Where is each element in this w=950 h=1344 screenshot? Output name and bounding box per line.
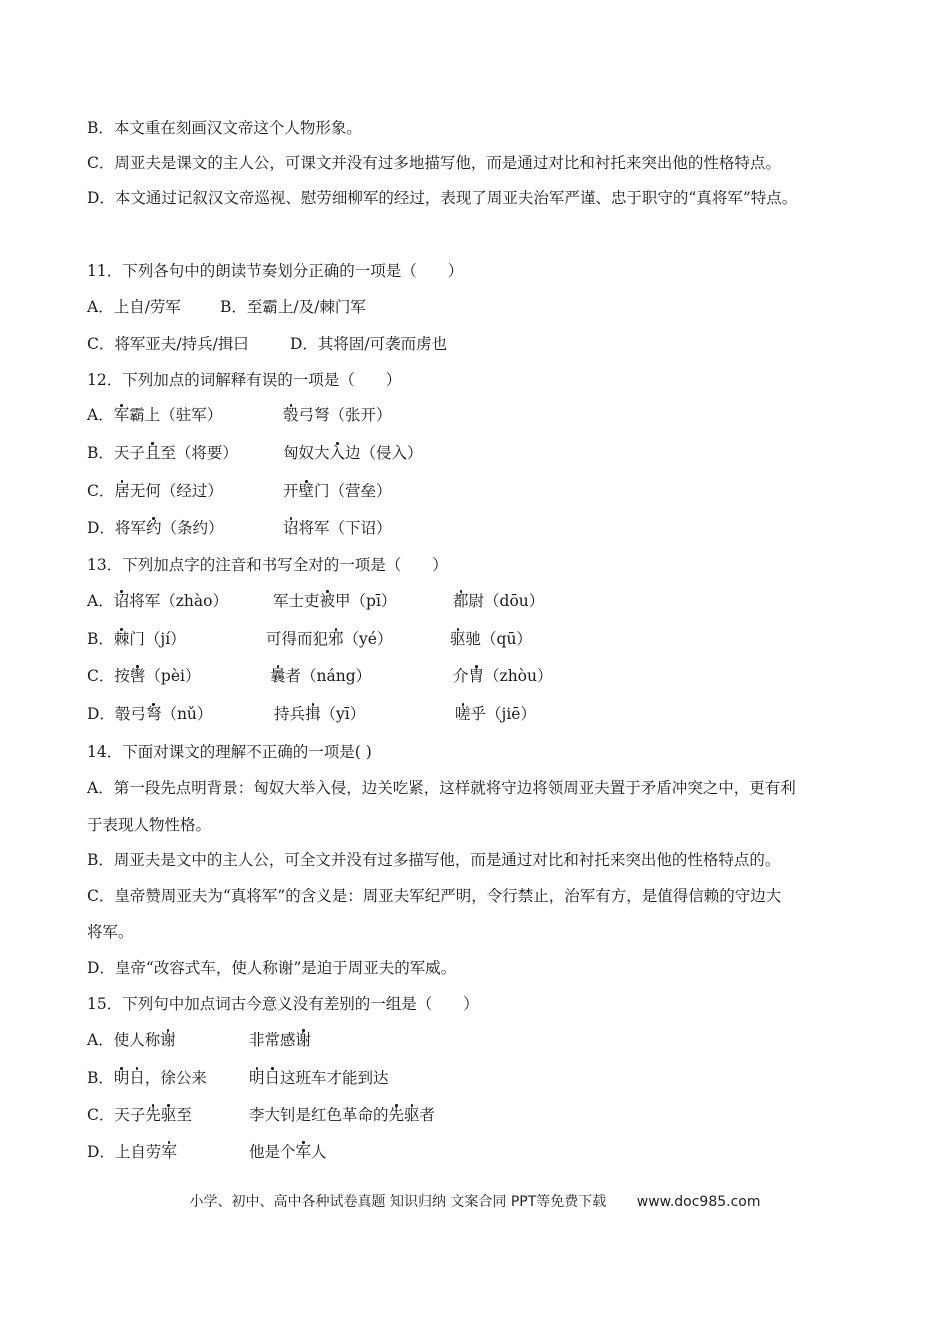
emphasized-char: 军 — [113, 406, 130, 424]
line-segment — [87, 956, 456, 980]
line-segment — [290, 332, 447, 356]
emphasized-char: 日 — [264, 1069, 281, 1087]
text-run: 持兵 — [274, 705, 306, 723]
line-segment — [87, 403, 222, 427]
text-run: （条约） — [161, 519, 224, 537]
text-run: C．周亚夫是课文的主人公，可课文并没有过多地描写他，而是通过对比和衬托来突出他的性格特点。 — [87, 154, 781, 172]
text-run: B． — [87, 630, 114, 648]
line-segment — [87, 553, 448, 577]
line-segment — [249, 1103, 435, 1127]
emphasized-char: 军 — [295, 1143, 312, 1161]
text-run: 可得而犯 — [266, 630, 329, 648]
line-segment — [249, 1140, 327, 1164]
line-segment — [274, 702, 365, 726]
line-segment — [87, 1140, 177, 1164]
emphasized-char: 邪 — [328, 630, 344, 648]
text-run: 他是个 — [249, 1143, 296, 1161]
line-segment — [87, 259, 463, 283]
text-run: B．至霸上/及/棘门军 — [220, 298, 366, 316]
text-run: 12．下列加点的词解释有误的一项是（ ） — [87, 371, 402, 389]
text-run: 门（营垒） — [314, 482, 392, 500]
emphasized-char: 且 — [144, 444, 161, 462]
line-segment — [266, 627, 392, 651]
line-segment — [87, 702, 212, 726]
text-run: 边（侵入） — [345, 444, 423, 462]
emphasized-char: 谢 — [295, 1031, 312, 1049]
text-run: A．上自/劳军 — [87, 298, 181, 316]
text-run: B． — [87, 1069, 114, 1087]
text-run: D．彀弓 — [87, 705, 146, 723]
emphasized-char: 被 — [319, 592, 336, 610]
text-run: A．第一段先点明背景：匈奴大举入侵，边关吃紧，这样就将守边将领周亚夫置于矛盾冲突之中，更有利 — [87, 779, 796, 797]
emphasized-char: 曩 — [270, 667, 286, 685]
emphasized-char: 彀 — [283, 406, 299, 424]
text-run: 11．下列各句中的朗读节奏划分正确的一项是（ ） — [87, 262, 464, 280]
emphasized-char: 驱 — [160, 1106, 177, 1124]
line-segment — [87, 116, 362, 140]
line-segment — [87, 589, 228, 613]
text-run: 人 — [311, 1143, 327, 1161]
emphasized-char: 先 — [145, 1106, 161, 1124]
emphasized-char: 明 — [113, 1069, 130, 1087]
line-segment — [249, 1028, 311, 1052]
text-run: A． — [87, 592, 114, 610]
text-run: 弓弩（张开） — [298, 406, 392, 424]
line-segment — [87, 740, 372, 764]
footer-text: 小学、初中、高中各种试卷真题 知识归纳 文案合同 PPT等免费下载 — [189, 1194, 607, 1210]
text-run: A．使人称 — [87, 1031, 161, 1049]
line-segment — [87, 813, 211, 837]
text-run: （yī） — [320, 705, 366, 723]
emphasized-char: 都 — [453, 592, 469, 610]
emphasized-char: 棘 — [113, 630, 130, 648]
line-segment — [87, 332, 249, 356]
text-run: 介 — [453, 667, 469, 685]
text-run: （pèi） — [145, 667, 201, 685]
line-segment — [270, 664, 371, 688]
line-segment — [87, 516, 223, 540]
line-segment — [87, 368, 401, 392]
line-segment — [87, 479, 223, 503]
text-run: B．天子 — [87, 444, 145, 462]
text-run: 甲（pī） — [335, 592, 397, 610]
text-run: 14．下面对课文的理解不正确的一项是( ) — [87, 743, 372, 761]
text-run: A． — [87, 406, 114, 424]
emphasized-char: 胄 — [468, 667, 485, 685]
line-segment — [87, 920, 134, 944]
text-run: 无何（经过） — [129, 482, 223, 500]
text-run: 13．下列加点字的注音和书写全对的一项是（ ） — [87, 556, 448, 574]
text-run: （yé） — [343, 630, 393, 648]
emphasized-char: 居 — [114, 482, 130, 500]
emphasized-char: 军 — [161, 1143, 177, 1161]
footer-url[interactable]: www.doc985.com — [636, 1194, 761, 1210]
emphasized-char: 先 — [388, 1106, 405, 1124]
text-run: 于表现人物性格。 — [87, 816, 212, 834]
text-run: 匈奴大 — [283, 444, 330, 462]
emphasized-char: 诏 — [283, 519, 299, 537]
text-run: 李大钊是红色革命的 — [249, 1106, 389, 1124]
emphasized-char: 驱 — [404, 1106, 420, 1124]
text-run: （zhòu） — [484, 667, 553, 685]
emphasized-char: 弩 — [145, 705, 162, 723]
text-run: 尉（dōu） — [468, 592, 545, 610]
text-run: D．上自劳 — [87, 1143, 162, 1161]
text-run: C．将军亚夫/持兵/揖曰 — [87, 335, 249, 353]
line-segment — [220, 295, 366, 319]
emphasized-char: 壁 — [298, 482, 315, 500]
text-run: 将军。 — [87, 923, 134, 941]
line-segment — [283, 516, 392, 540]
line-segment — [87, 884, 781, 908]
text-run: D．本文通过记叙汉文帝巡视、慰劳细柳军的经过，表现了周亚夫治军严谨、忠于职守的“真将军”特点。 — [87, 189, 798, 207]
text-run: 将军（zhào） — [129, 592, 228, 610]
line-segment — [87, 186, 797, 210]
emphasized-char: 驱 — [450, 630, 466, 648]
text-run: 将军（下诏） — [298, 519, 392, 537]
line-segment — [273, 589, 396, 613]
line-segment — [283, 403, 392, 427]
text-run: C．皇帝赞周亚夫为“真将军”的含义是：周亚夫军纪严明，令行禁止，治军有方，是值得信赖的守边大 — [87, 887, 782, 905]
line-segment — [455, 702, 536, 726]
text-run: D．皇帝“改容式车，使人称谢”是迫于周亚夫的军威。 — [87, 959, 457, 977]
text-run: 非常感 — [249, 1031, 296, 1049]
text-run: 霸上（驻军） — [129, 406, 223, 424]
line-segment — [87, 848, 780, 872]
text-run: 至 — [176, 1106, 192, 1124]
text-run: C．按 — [87, 667, 130, 685]
text-run: 驰（qū） — [465, 630, 532, 648]
text-run: D．将军 — [87, 519, 146, 537]
page-footer — [0, 1191, 950, 1211]
emphasized-char: 入 — [329, 444, 346, 462]
line-segment — [87, 627, 186, 651]
line-segment — [450, 627, 532, 651]
line-segment — [87, 1028, 176, 1052]
line-segment — [87, 295, 181, 319]
text-run: C． — [87, 482, 115, 500]
emphasized-char: 辔 — [129, 667, 146, 685]
text-run: 至（将要） — [160, 444, 238, 462]
text-run: D．其将固/可袭而虏也 — [290, 335, 448, 353]
emphasized-char: 揖 — [305, 705, 321, 723]
line-segment — [87, 441, 238, 465]
text-run: 门（jí） — [129, 630, 186, 648]
text-run: B．本文重在刻画汉文帝这个人物形象。 — [87, 119, 362, 137]
text-run: （nǔ） — [161, 705, 213, 723]
line-segment — [87, 992, 479, 1016]
text-run: 这班车才能到达 — [280, 1069, 389, 1087]
text-run: 乎（jiē） — [470, 705, 536, 723]
line-segment — [283, 479, 392, 503]
line-segment — [87, 664, 200, 688]
text-run: C．天子 — [87, 1106, 146, 1124]
line-segment — [87, 1103, 192, 1127]
line-segment — [453, 589, 544, 613]
text-run: 15．下列句中加点词古今意义没有差别的一组是（ ） — [87, 995, 479, 1013]
emphasized-char: 谢 — [160, 1031, 176, 1049]
line-segment — [453, 664, 553, 688]
emphasized-char: 约 — [145, 519, 162, 537]
text-run: ，徐公来 — [144, 1069, 207, 1087]
emphasized-char: 日 — [129, 1069, 145, 1087]
emphasized-char: 嗟 — [455, 705, 471, 723]
line-segment — [249, 1066, 389, 1090]
line-segment — [283, 441, 423, 465]
emphasized-char: 明 — [249, 1069, 265, 1087]
text-run: B．周亚夫是文中的主人公，可全文并没有过多描写他，而是通过对比和衬托来突出他的性格特点的。 — [87, 851, 781, 869]
line-segment — [87, 1066, 207, 1090]
emphasized-char: 诏 — [113, 592, 130, 610]
text-run: 开 — [283, 482, 299, 500]
text-run: 者 — [419, 1106, 436, 1124]
line-segment — [87, 151, 781, 175]
text-run: 军士吏 — [273, 592, 320, 610]
text-run: 者（náng） — [285, 667, 372, 685]
line-segment — [87, 776, 796, 800]
